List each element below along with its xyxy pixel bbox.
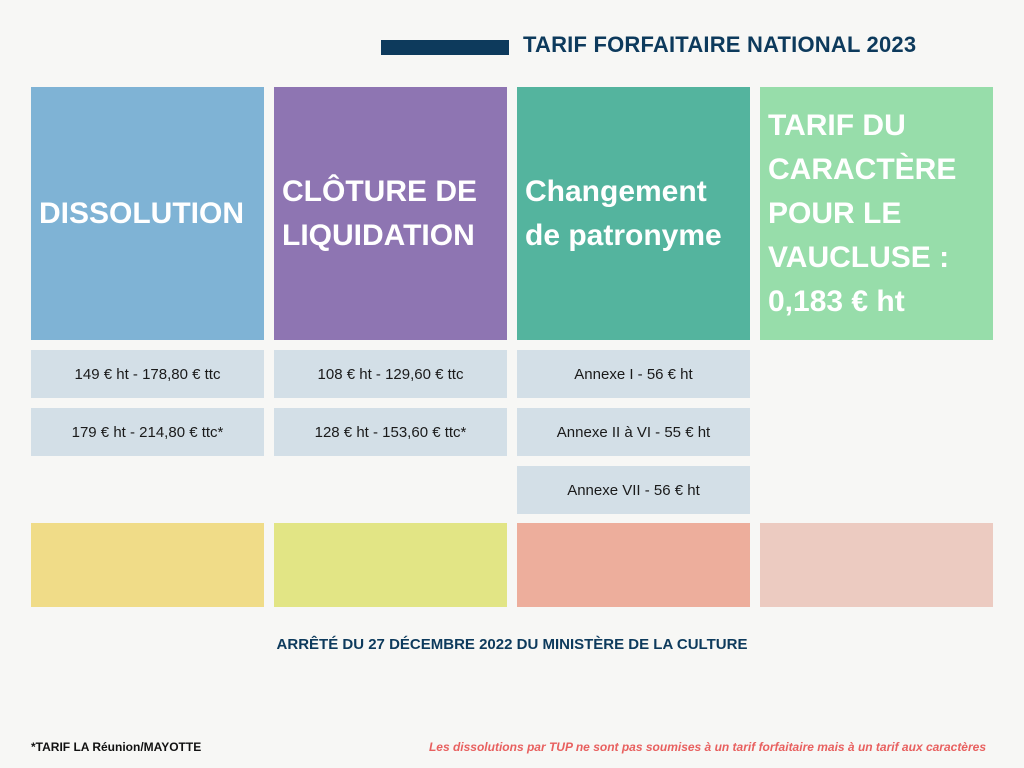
card-dissolution-label: DISSOLUTION [39,196,245,230]
price-dissolution-standard: 149 € ht - 178,80 € ttc [31,350,264,398]
card-cloture-liquidation [274,87,507,340]
arrete-reference: ARRÊTÉ DU 27 DÉCEMBRE 2022 DU MINISTÈRE DE LA CULTURE [276,636,748,653]
color-swatch-lime [274,523,507,607]
price-patronyme-annexe-7: Annexe VII - 56 € ht [517,466,750,514]
color-swatch-salmon [517,523,750,607]
card-changement-patronyme [517,87,750,340]
header-accent-bar [381,40,509,55]
card-dissolution [31,87,264,340]
footnote-reunion-mayotte: *TARIF LA Réunion/MAYOTTE [31,740,202,754]
card-tarif-vaucluse [760,87,993,340]
card-vaucluse-label: TARIF DU CARACTÈRE POUR LE VAUCLUSE : 0,183 € ht [768,108,957,318]
price-patronyme-annexe-1: Annexe I - 56 € ht [517,350,750,398]
price-dissolution-outremer: 179 € ht - 214,80 € ttc* [31,408,264,456]
color-swatch-yellow [31,523,264,607]
footnote-tup-dissolutions: Les dissolutions par TUP ne sont pas soumises à un tarif forfaitaire mais à un tarif aux caractères [428,740,986,754]
card-patronyme-label: Changement de patronyme [525,174,722,252]
price-cloture-standard: 108 € ht - 129,60 € ttc [274,350,507,398]
price-cloture-outremer: 128 € ht - 153,60 € ttc* [274,408,507,456]
price-patronyme-annexe-2-6: Annexe II à VI - 55 € ht [517,408,750,456]
color-swatch-pink [760,523,993,607]
card-cloture-label: CLÔTURE DE LIQUIDATION [282,174,477,252]
page-title: TARIF FORFAITAIRE NATIONAL 2023 [523,32,917,57]
